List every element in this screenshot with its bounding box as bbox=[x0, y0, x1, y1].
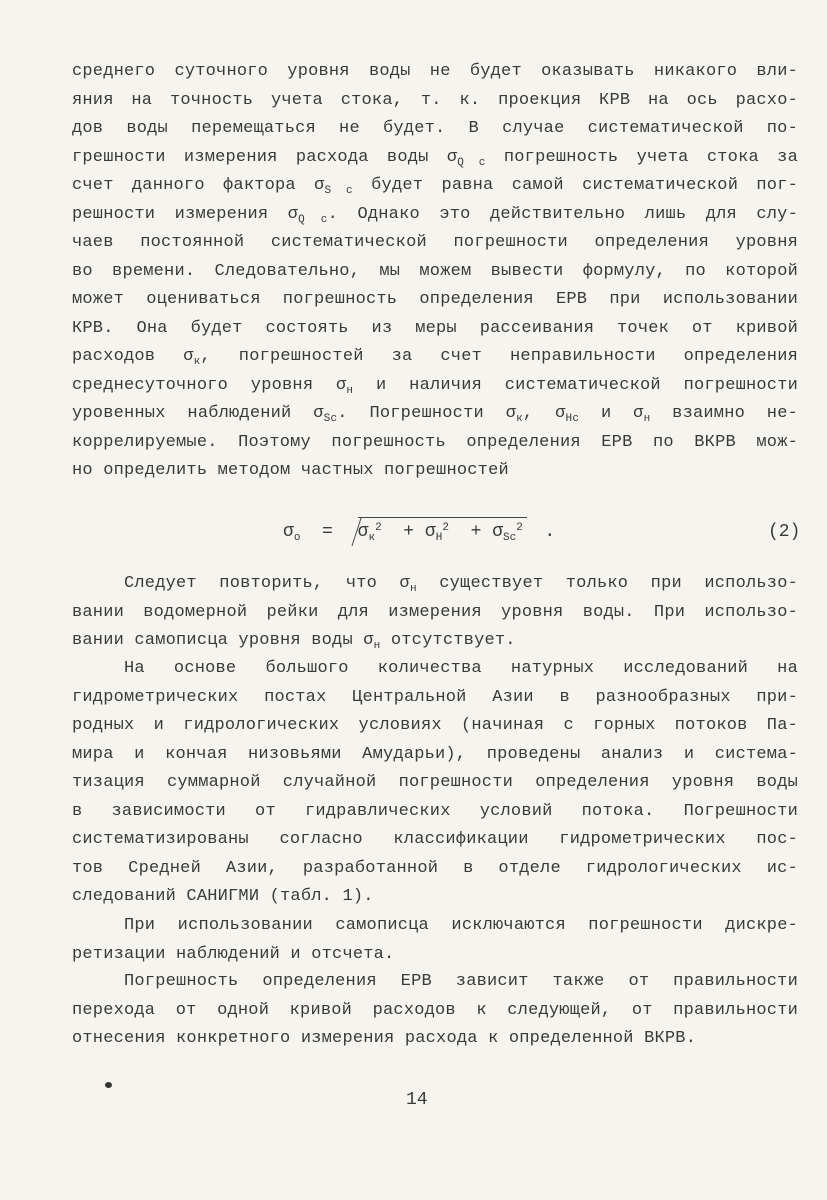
plus-sign: + bbox=[470, 522, 482, 542]
formula-period: . bbox=[544, 522, 556, 542]
paragraph-1 bbox=[72, 58, 798, 486]
formula-equals: = bbox=[322, 522, 333, 542]
text-line: может оцениваться погрешность определения ЕРВ при использовании bbox=[72, 290, 798, 309]
text-line: в зависимости от гидравлических условий потока. Погрешности bbox=[72, 801, 798, 821]
text-line: отнесения конкретного измерения расхода к определенной ВКРВ. bbox=[72, 1029, 697, 1048]
formula-term-sc: $\sigma_{Sc}^2$ bbox=[492, 522, 523, 544]
text-line: дов воды перемещаться не будет. В случае систематической по- bbox=[72, 119, 798, 138]
text-line: среднесуточного уровня $\sigma_н$ и наличия систематической погрешности bbox=[72, 375, 799, 397]
text-line: чаев постоянной систематической погрешности определения уровня bbox=[72, 233, 798, 252]
text-line: Следует повторить, что $\sigma_н$ существует только при использо- bbox=[124, 574, 798, 595]
text-line: но определить методом частных погрешностей bbox=[72, 461, 509, 480]
page-number: 14 bbox=[406, 1090, 428, 1110]
formula-term-k: $\sigma_к^2$ bbox=[357, 522, 382, 544]
text-line: вании самописца уровня воды $\sigma_н$ отсутствует. bbox=[72, 631, 516, 652]
text-line: во времени. Следовательно, мы можем вывести формулу, по которой bbox=[72, 261, 798, 281]
paragraph-4 bbox=[72, 912, 798, 969]
formula-term-h: $\sigma_H^2$ bbox=[424, 522, 449, 544]
text-line: грешности измерения расхода воды $\sigma_{Q c}$ погрешность учета стока за bbox=[72, 147, 798, 169]
text-line: Погрешность определения ЕРВ зависит также от правильности bbox=[124, 972, 798, 991]
text-line: перехода от одной кривой расходов к следующей, от правильности bbox=[72, 1000, 798, 1020]
text-line: На основе большого количества натурных исследований на bbox=[124, 659, 798, 678]
text-line: вании водомерной рейки для измерения уровня воды. При использо- bbox=[72, 602, 798, 622]
text-line: яния на точность учета стока, т. к. проекция КРВ на ось расхо- bbox=[72, 90, 798, 110]
text-line: родных и гидрологических условиях (начиная с горных потоков Па- bbox=[72, 716, 798, 735]
text-line: мира и кончая низовьями Амударьи), проведены анализ и система- bbox=[72, 744, 798, 764]
formula-2 bbox=[283, 522, 803, 542]
scan-speck bbox=[105, 1082, 112, 1088]
equation-number: (2) bbox=[768, 522, 801, 542]
formula-lhs: $\sigma_o$ bbox=[283, 522, 301, 544]
text-line: тов Средней Азии, разработанной в отделе гидрологических ис- bbox=[72, 858, 798, 878]
square-root bbox=[344, 522, 523, 542]
text-line: расходов $\sigma_к$, погрешностей за счет неправильности определения bbox=[72, 347, 798, 368]
text-line: уровенных наблюдений $\sigma_{Sc}$. Погрешности $\sigma_к$, $\sigma_{Hc}$ и $\sigma_н$ взаимно не- bbox=[72, 404, 799, 425]
paragraph-5 bbox=[72, 968, 798, 1054]
text-line: КРВ. Она будет состоять из меры рассеивания точек от кривой bbox=[72, 318, 798, 338]
text-line: тизация суммарной случайной погрешности определения уровня воды bbox=[72, 773, 798, 792]
text-line: гидрометрических постах Центральной Азии в разнообразных при- bbox=[72, 687, 798, 707]
text-line: среднего суточного уровня воды не будет оказывать никакого вли- bbox=[72, 62, 798, 81]
text-line: решности измерения $\sigma_{Q c}$. Однако это действительно лишь для слу- bbox=[72, 204, 798, 226]
paragraph-3 bbox=[72, 655, 798, 912]
text-line: систематизированы согласно классификации гидрометрических пос- bbox=[72, 830, 798, 849]
text-line: счет данного фактора $\sigma_{S c}$ будет равна самой систематической пог- bbox=[72, 176, 798, 197]
text-line: коррелируемые. Поэтому погрешность определения ЕРВ по ВКРВ мож- bbox=[72, 432, 798, 452]
paragraph-2 bbox=[72, 570, 798, 656]
text-line: следований САНИГМИ (табл. 1). bbox=[72, 887, 374, 906]
plus-sign: + bbox=[403, 522, 415, 542]
text-line: При использовании самописца исключаются погрешности дискре- bbox=[124, 916, 798, 935]
text-line: ретизации наблюдений и отсчета. bbox=[72, 944, 395, 964]
